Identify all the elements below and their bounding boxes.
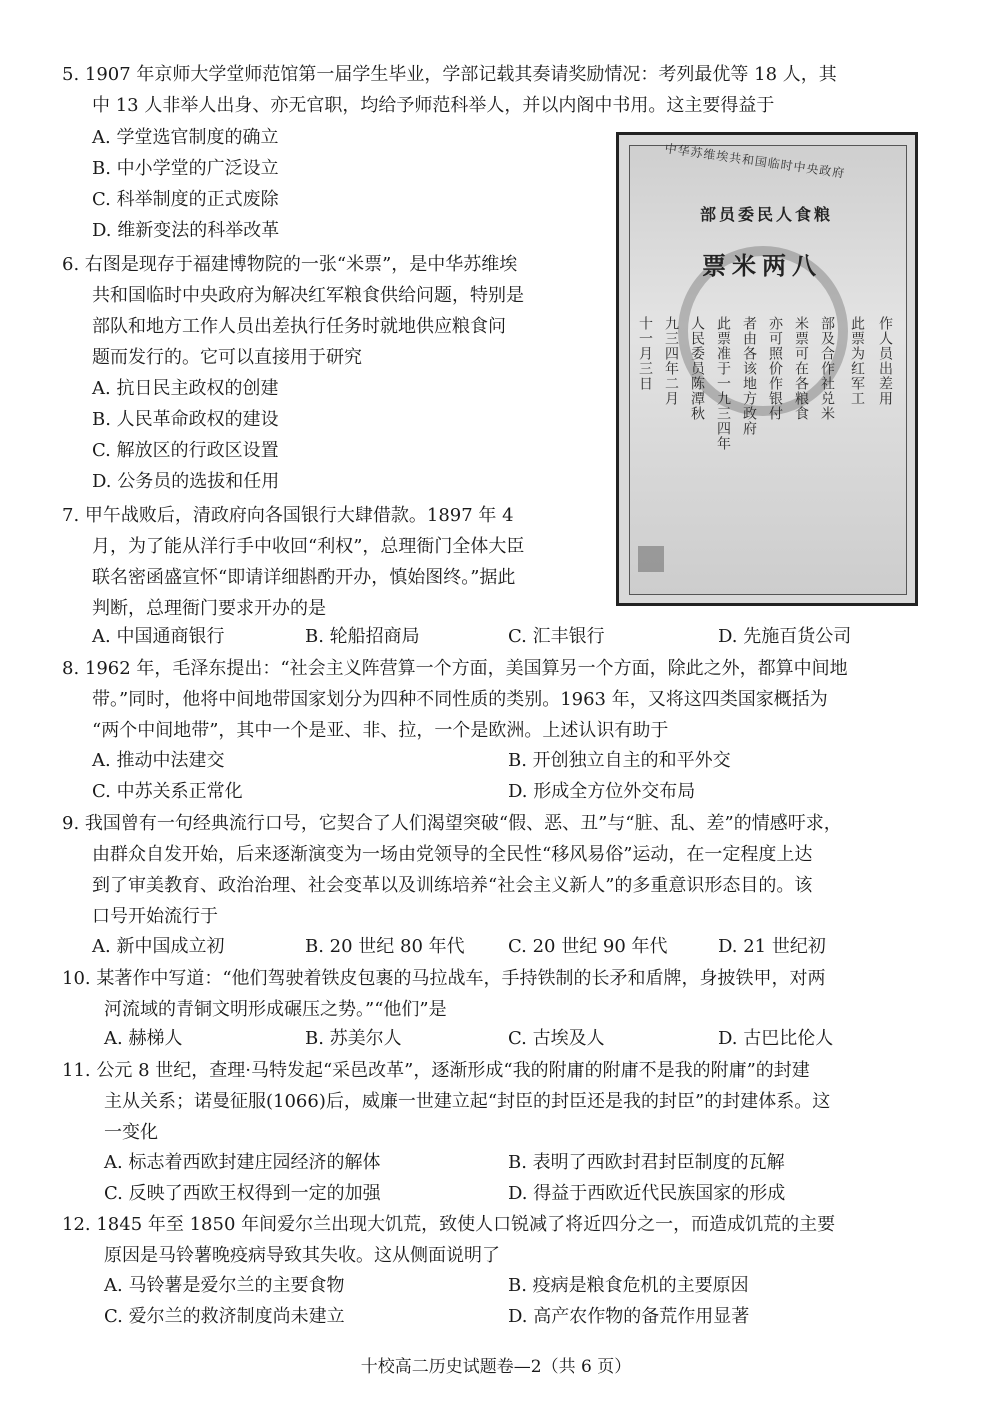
q6-option-d: D. 公务员的选拔和任用 bbox=[92, 471, 280, 492]
ticket-column-text: 此票为红军工 bbox=[849, 316, 865, 406]
q7-stem-line-1: 7. 甲午战败后，清政府向各国银行大肆借款。1897 年 4 bbox=[62, 505, 514, 526]
ticket-org-text: 部员委民人食粮 bbox=[700, 205, 834, 224]
q6-stem-line-1: 6. 右图是现存于福建博物院的一张“米票”，是中华苏维埃 bbox=[62, 254, 518, 275]
q5-option-d: D. 维新变法的科举改革 bbox=[92, 220, 280, 241]
ticket-column-text: 作人员出差用 bbox=[877, 316, 893, 406]
ticket-column-text: 部及合作社兑米 bbox=[819, 316, 835, 421]
q11-stem-line-2: 主从关系；诺曼征服(1066)后，威廉一世建立起“封臣的封臣还是我的封臣”的封建体系。这 bbox=[104, 1091, 831, 1112]
q7-option-d: D. 先施百货公司 bbox=[718, 626, 852, 647]
q7-option-c: C. 汇丰银行 bbox=[508, 626, 605, 647]
q7-stem-line-2: 月，为了能从洋行手中收回“利权”，总理衙门全体大臣 bbox=[92, 536, 525, 557]
q10-option-a: A. 赫梯人 bbox=[104, 1028, 183, 1049]
q6-stem-line-3: 部队和地方工作人员出差执行任务时就地供应粮食问 bbox=[92, 316, 506, 337]
q9-option-d: D. 21 世纪初 bbox=[718, 936, 826, 957]
ticket-column-text: 者由各该地方政府 bbox=[741, 316, 757, 436]
q11-option-a: A. 标志着西欧封建庄园经济的解体 bbox=[104, 1152, 381, 1173]
q11-option-b: B. 表明了西欧封君封臣制度的瓦解 bbox=[508, 1152, 785, 1173]
ticket-column-text: 此票准于一九三四年 bbox=[715, 316, 731, 451]
q10-option-c: C. 古埃及人 bbox=[508, 1028, 605, 1049]
ticket-column-text: 亦可照价作银付 bbox=[767, 316, 783, 421]
q5-stem-line-2: 中 13 人非举人出身、亦无官职，均给予师范科举人，并以内阁中书用。这主要得益于 bbox=[92, 95, 775, 116]
q6-option-c: C. 解放区的行政区设置 bbox=[92, 440, 279, 461]
q7-stem-line-4: 判断，总理衙门要求开办的是 bbox=[92, 598, 326, 619]
ticket-column-text: 九三四年二月 bbox=[663, 316, 679, 406]
q10-option-d: D. 古巴比伦人 bbox=[718, 1028, 834, 1049]
q12-option-c: C. 爱尔兰的救济制度尚未建立 bbox=[104, 1306, 345, 1327]
ticket-column-text: 人民委员陈潭秋 bbox=[689, 316, 705, 421]
q8-option-b: B. 开创独立自主的和平外交 bbox=[508, 750, 731, 771]
q8-stem-line-2: 带。”同时，他将中间地带国家划分为四种不同性质的类别。1963 年，又将这四类国家概括为 bbox=[92, 689, 828, 710]
page-footer: 十校高二历史试题卷—2（共 6 页） bbox=[360, 1357, 632, 1377]
q7-option-b: B. 轮船招商局 bbox=[305, 626, 420, 647]
q5-option-b: B. 中小学堂的广泛设立 bbox=[92, 158, 279, 179]
q6-option-a: A. 抗日民主政权的创建 bbox=[92, 378, 279, 399]
q7-option-a: A. 中国通商银行 bbox=[92, 626, 225, 647]
q12-option-b: B. 疫病是粮食危机的主要原因 bbox=[508, 1275, 749, 1296]
q5-option-c: C. 科举制度的正式废除 bbox=[92, 189, 279, 210]
rice-ticket-figure bbox=[616, 132, 918, 606]
q6-stem-line-4: 题而发行的。它可以直接用于研究 bbox=[92, 347, 362, 368]
q6-option-b: B. 人民革命政权的建设 bbox=[92, 409, 279, 430]
q6-stem-line-2: 共和国临时中央政府为解决红军粮食供给问题，特别是 bbox=[92, 285, 524, 306]
ticket-column-text: 米票可在各粮食 bbox=[793, 316, 809, 421]
q9-option-b: B. 20 世纪 80 年代 bbox=[305, 936, 465, 957]
q12-stem-line-2: 原因是马铃薯晚疫病导致其失收。这从侧面说明了 bbox=[104, 1245, 500, 1266]
q7-stem-line-3: 联名密函盛宣怀“即请详细斟酌开办，慎始图终。”据此 bbox=[92, 567, 516, 588]
q8-option-a: A. 推动中法建交 bbox=[92, 750, 225, 771]
q10-stem-line-2: 河流域的青铜文明形成碾压之势。”“他们”是 bbox=[104, 999, 447, 1020]
q5-stem-line-1: 5. 1907 年京师大学堂师范馆第一届学生毕业，学部记载其奏请奖励情况：考列最优等 18 人，其 bbox=[62, 64, 837, 85]
q8-option-c: C. 中苏关系正常化 bbox=[92, 781, 243, 802]
square-seal-stamp bbox=[638, 546, 664, 572]
q12-stem-line-1: 12. 1845 年至 1850 年间爱尔兰出现大饥荒，致使人口锐减了将近四分之一，而造成饥荒的主要 bbox=[62, 1214, 836, 1235]
q9-stem-line-2: 由群众自发开始，后来逐渐演变为一场由党领导的全民性“移风易俗”运动，在一定程度上达 bbox=[92, 844, 813, 865]
q8-option-d: D. 形成全方位外交布局 bbox=[508, 781, 696, 802]
q11-stem-line-1: 11. 公元 8 世纪，查理·马特发起“采邑改革”，逐渐形成“我的附庸的附庸不是我的附庸”的封建 bbox=[62, 1060, 810, 1081]
ticket-column-text: 十一月三日 bbox=[637, 316, 653, 391]
q9-stem-line-3: 到了审美教育、政治治理、社会变革以及训练培养“社会主义新人”的多重意识形态目的。该 bbox=[92, 875, 813, 896]
ticket-header-text: 中华苏维埃共和国临时中央政府 bbox=[663, 141, 847, 181]
q11-option-c: C. 反映了西欧王权得到一定的加强 bbox=[104, 1183, 381, 1204]
q12-option-d: D. 高产农作物的备荒作用显著 bbox=[508, 1306, 750, 1327]
q9-option-a: A. 新中国成立初 bbox=[92, 936, 225, 957]
ticket-title-text: 票米两八 bbox=[702, 251, 822, 280]
q9-option-c: C. 20 世纪 90 年代 bbox=[508, 936, 668, 957]
q9-stem-line-1: 9. 我国曾有一句经典流行口号，它契合了人们渴望突破“假、恶、丑”与“脏、乱、差”的情感吁求， bbox=[62, 813, 842, 834]
rice-ticket-paper bbox=[629, 141, 907, 595]
q9-stem-line-4: 口号开始流行于 bbox=[92, 906, 218, 927]
q8-stem-line-1: 8. 1962 年，毛泽东提出：“社会主义阵营算一个方面，美国算另一个方面，除此之外，都算中间地 bbox=[62, 658, 848, 679]
q10-option-b: B. 苏美尔人 bbox=[305, 1028, 402, 1049]
q11-option-d: D. 得益于西欧近代民族国家的形成 bbox=[508, 1183, 786, 1204]
q8-stem-line-3: “两个中间地带”，其中一个是亚、非、拉，一个是欧洲。上述认识有助于 bbox=[92, 720, 669, 741]
q11-stem-line-3: 一变化 bbox=[104, 1122, 158, 1143]
q10-stem-line-1: 10. 某著作中写道：“他们驾驶着铁皮包裹的马拉战车，手持铁制的长矛和盾牌，身披铁甲，对两 bbox=[62, 968, 826, 989]
q12-option-a: A. 马铃薯是爱尔兰的主要食物 bbox=[104, 1275, 345, 1296]
q5-option-a: A. 学堂选官制度的确立 bbox=[92, 127, 279, 148]
